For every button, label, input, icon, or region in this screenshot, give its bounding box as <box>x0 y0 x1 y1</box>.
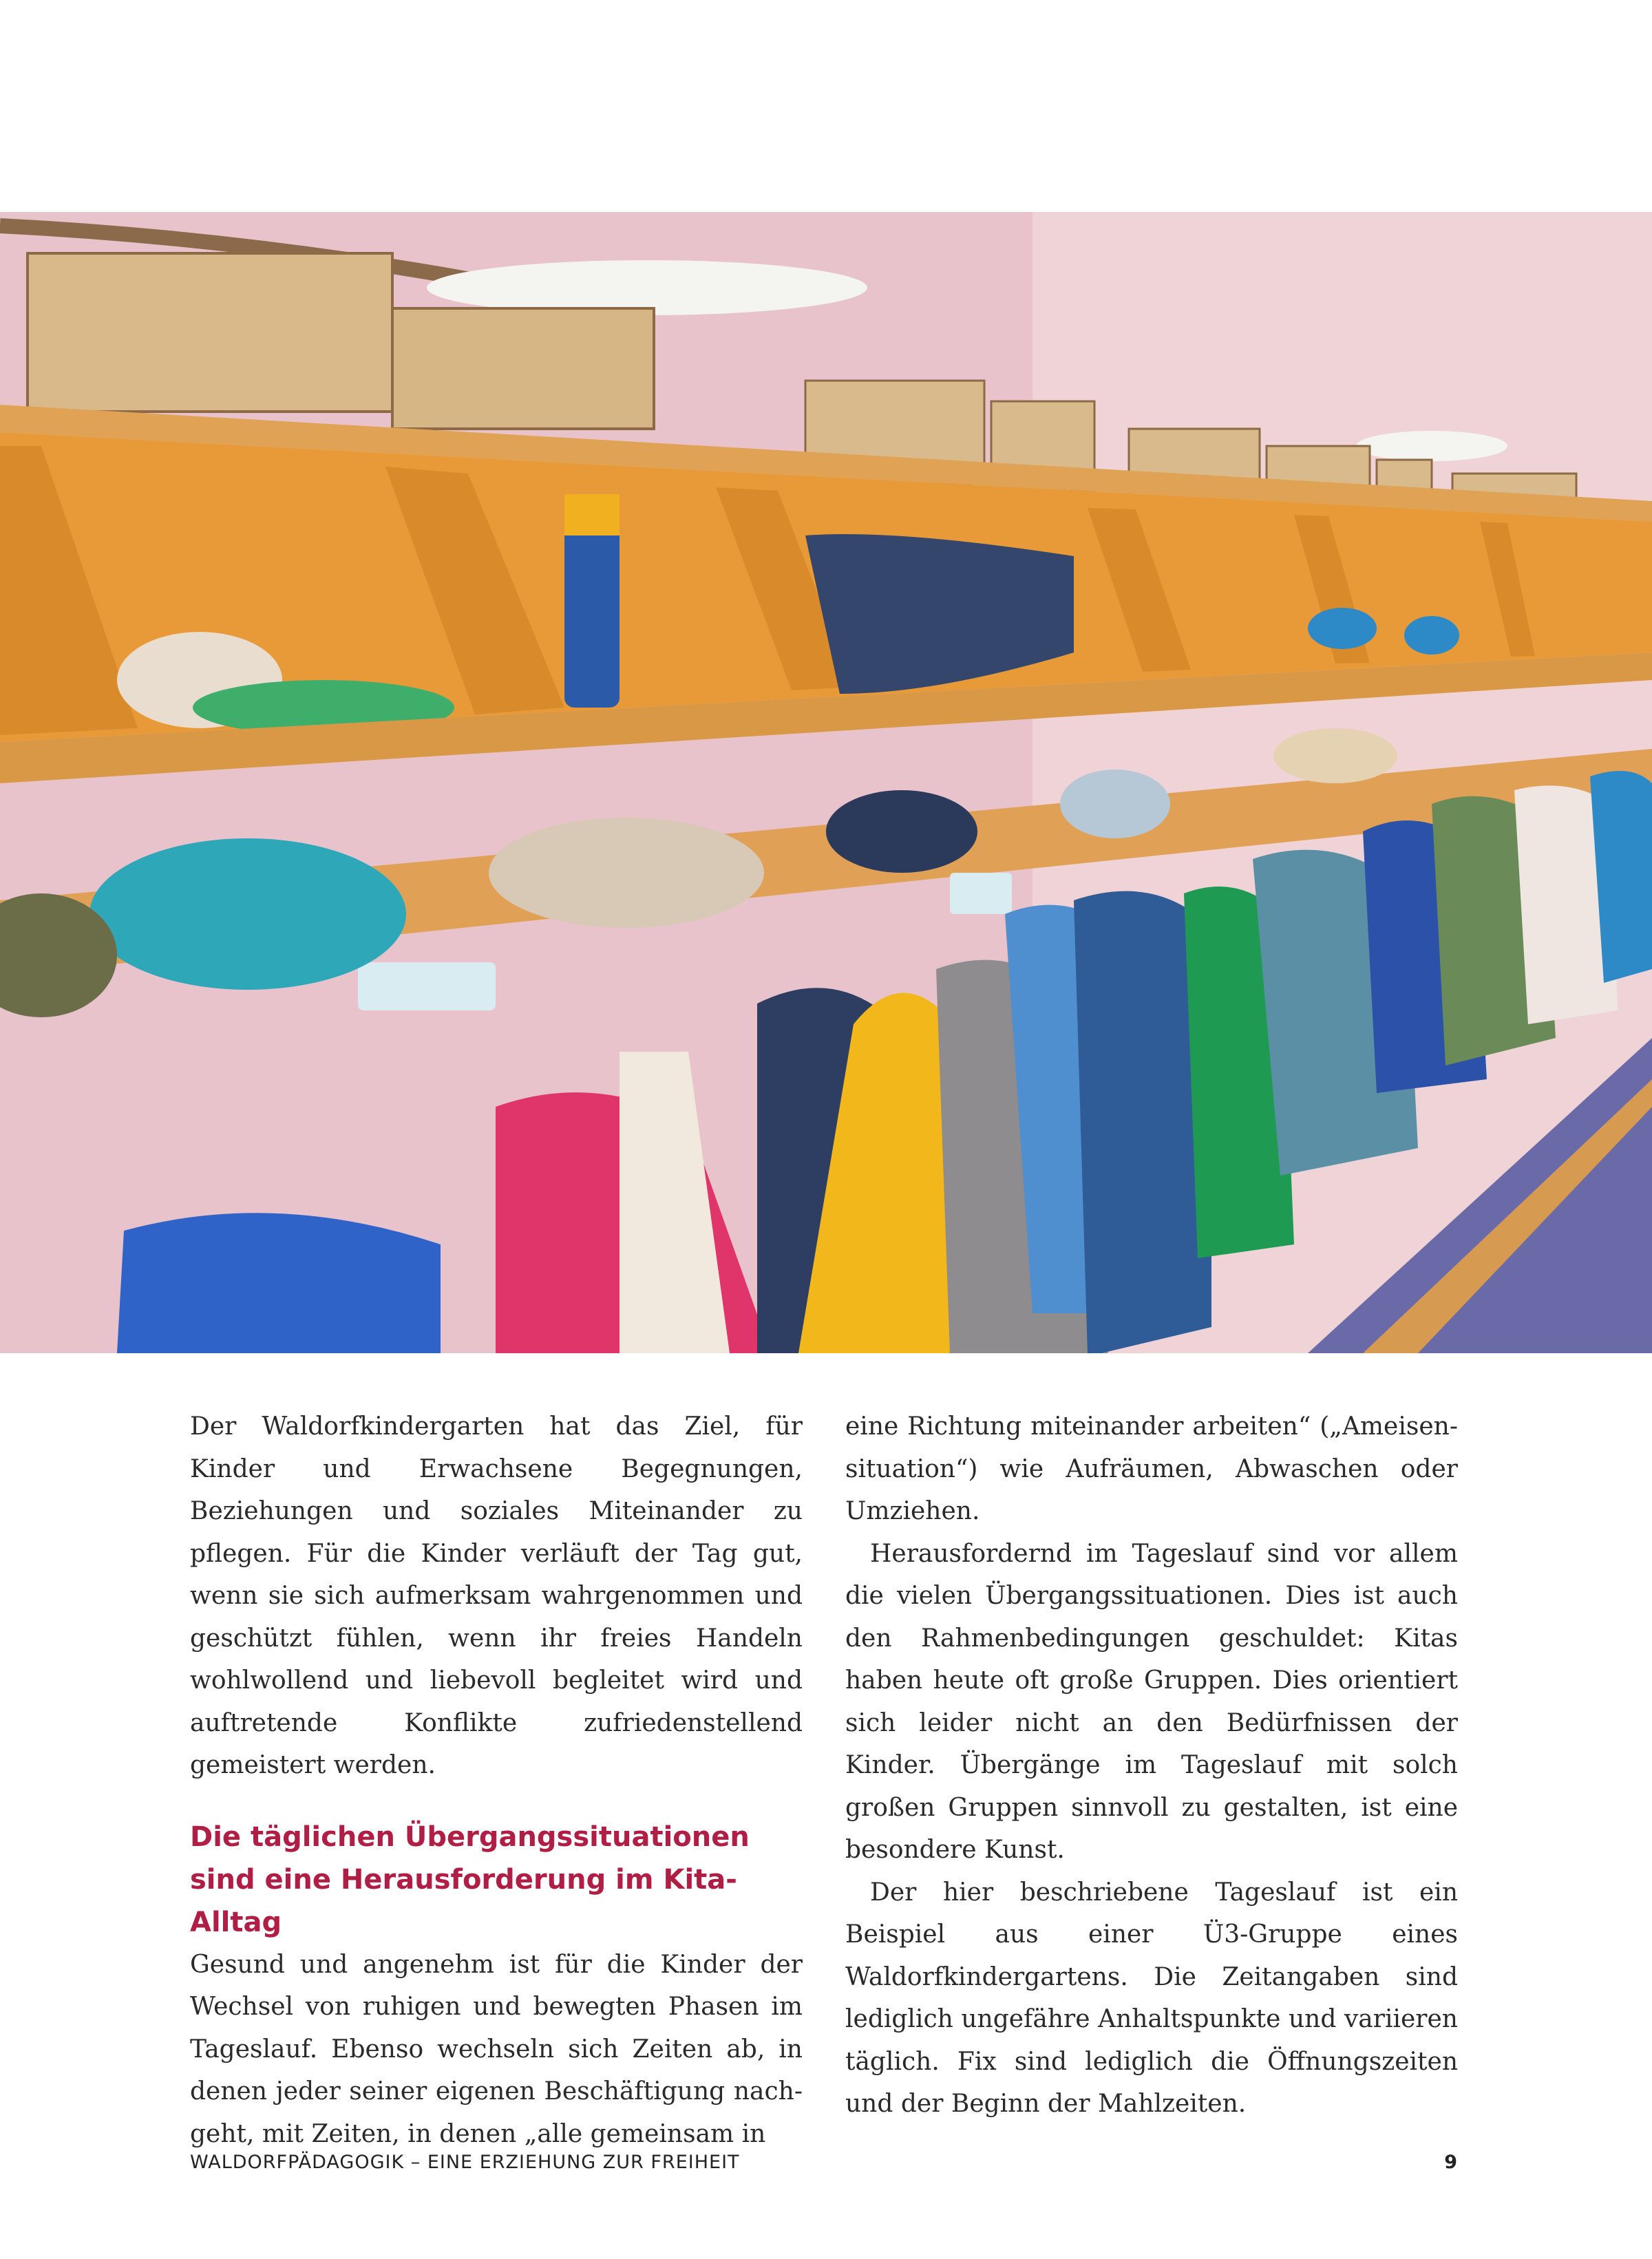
running-title: WALDORFPÄDAGOGIK – EINE ERZIEHUNG ZUR FREIHEIT <box>190 2152 740 2173</box>
body-paragraph: Herausfordernd im Tageslauf sind vor allem die vielen Übergangssituationen. Dies ist auch den Rahmenbedingungen geschuldet: Kitas haben heute oft große Gruppen. Dies orientiert sich leider nicht an den Bedürfnissen der Kinder. Übergänge im Tageslauf mit solch großen Gruppen sinnvoll zu gestalten, ist eine besondere Kunst. <box>845 1539 1458 1864</box>
section-heading: Die täglichen Übergangssituationen sind eine Herausforderung im Kita-Alltag <box>190 1821 750 1938</box>
page-number: 9 <box>1444 2152 1458 2173</box>
right-column <box>845 1406 1458 2125</box>
cloakroom-photo-illustration <box>0 212 1652 1353</box>
body-paragraph: Gesund und angenehm ist für die Kinder der Wechsel von ruhigen und bewegten Phasen im Tageslauf. Ebenso wechseln sich Zeiten ab, in denen jeder seiner eigenen Beschäftigung nachgeht, mit Zeiten, in denen „alle gemeinsam in <box>190 1950 803 2148</box>
page-footer <box>190 2152 1458 2173</box>
body-paragraph: Der hier beschriebene Tageslauf ist ein Beispiel aus einer Ü3-Gruppe eines Waldorfkindergartens. Die Zeitangaben sind lediglich ungefähre Anhaltspunkte und variieren täglich. Fix sind lediglich die Öffnungszeiten und der Beginn der Mahlzeiten. <box>845 1878 1458 2118</box>
intro-paragraph: Der Waldorfkindergarten hat das Ziel, für Kinder und Erwachsene Begegnungen, Beziehungen und soziales Miteinander zu pflegen. Für die Kinder verläuft der Tag gut, wenn sie sich aufmerksam wahrgenommen und geschützt fühlen, wenn ihr freies Handeln wohlwollend und liebevoll begleitet wird und auftretende Konflikte zufriedenstellend gemeistert werden. <box>190 1412 803 1779</box>
body-paragraph-continued: eine Richtung miteinander arbeiten“ („Ameisensituation“) wie Aufräumen, Abwaschen oder Umziehen. <box>845 1412 1458 1525</box>
left-column <box>190 1406 803 2155</box>
cloakroom-photo <box>0 212 1652 1353</box>
